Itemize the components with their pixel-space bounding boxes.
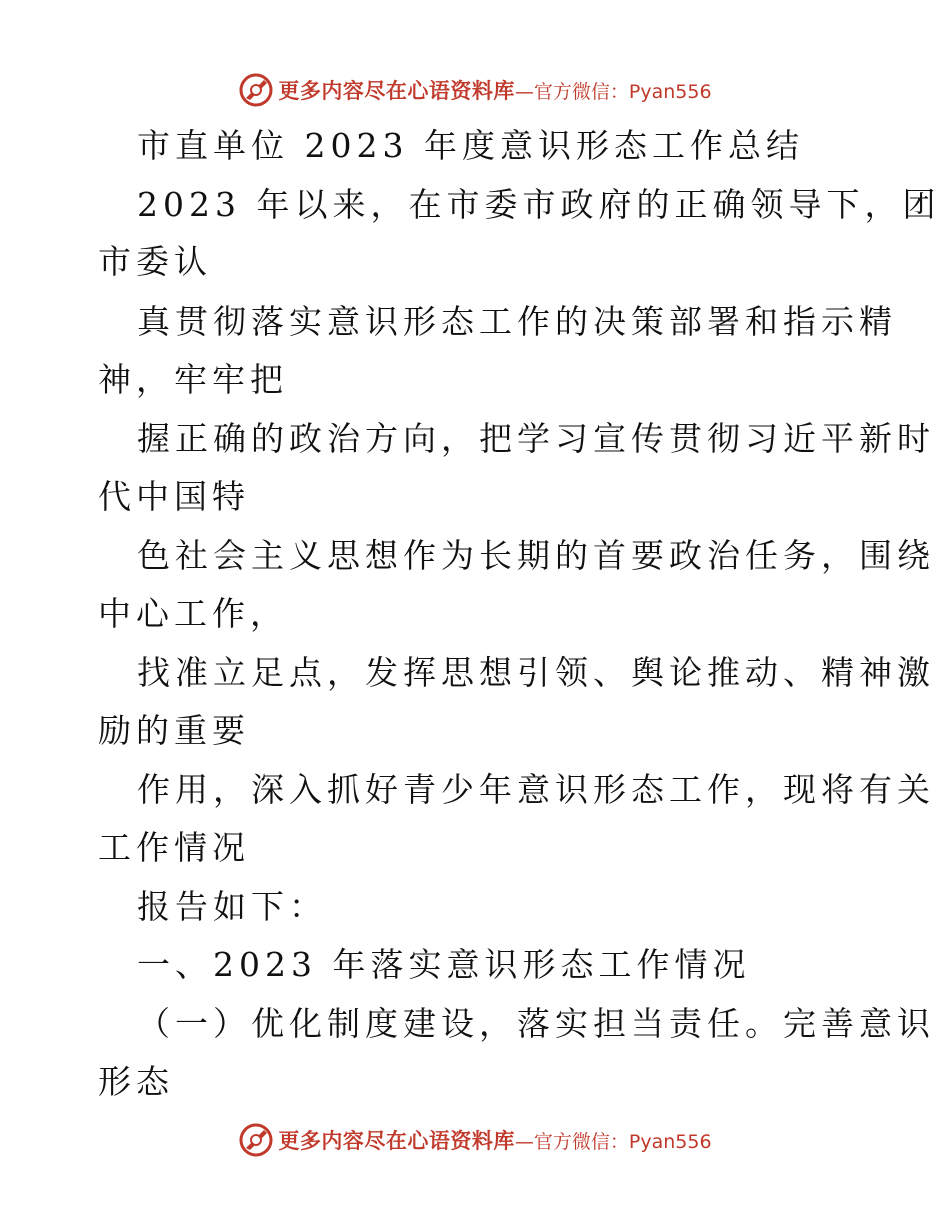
watermark-text-sub: —官方微信：Pyan556 xyxy=(514,80,712,103)
watermark-text-sub: —官方微信：Pyan556 xyxy=(514,1130,712,1153)
watermark-text-main: 更多内容尽在心语资料库 xyxy=(278,78,515,103)
doc-line: 工作情况 xyxy=(98,828,250,867)
doc-line: 报告如下： xyxy=(137,887,327,926)
doc-line: 中心工作， xyxy=(98,594,288,633)
doc-line: 色社会主义思想作为长期的首要政治任务，围绕 xyxy=(137,536,935,575)
doc-line: 励的重要 xyxy=(98,711,250,750)
doc-line: 市委认 xyxy=(98,242,212,281)
doc-section-heading: 一、2023 年落实意识形态工作情况 xyxy=(137,945,751,984)
doc-line: 代中国特 xyxy=(98,477,250,516)
doc-line: 握正确的政治方向，把学习宣传贯彻习近平新时 xyxy=(137,419,935,458)
brand-logo-icon xyxy=(238,1122,274,1158)
watermark-text-main: 更多内容尽在心语资料库 xyxy=(278,1128,515,1153)
doc-title: 市直单位 2023 年度意识形态工作总结 xyxy=(137,126,804,165)
doc-line: 真贯彻落实意识形态工作的决策部署和指示精 xyxy=(137,302,897,341)
doc-line: 形态 xyxy=(98,1062,174,1101)
doc-line: 2023 年以来，在市委市政府的正确领导下，团 xyxy=(137,185,941,224)
doc-line: 作用，深入抓好青少年意识形态工作，现将有关 xyxy=(137,770,935,809)
doc-subsection-heading: （一）优化制度建设，落实担当责任。完善意识 xyxy=(137,1004,935,1043)
doc-line: 找准立足点，发挥思想引领、舆论推动、精神激 xyxy=(137,653,935,692)
doc-line: 神，牢牢把 xyxy=(98,360,288,399)
watermark-banner-bottom xyxy=(0,1120,950,1160)
